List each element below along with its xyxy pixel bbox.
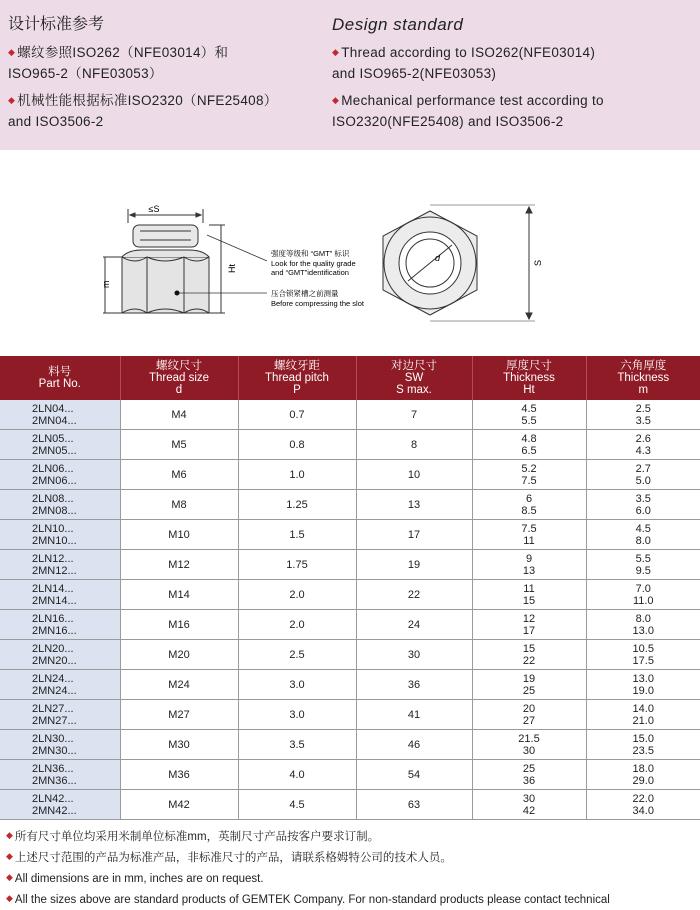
footnote-text: All dimensions are in mm, inches are on request.	[15, 873, 264, 885]
cell-thickness-ht	[472, 520, 586, 550]
cell-thickness-ht-value: 4.5	[473, 403, 586, 415]
table-row	[0, 700, 700, 730]
cell-thickness-m	[586, 610, 700, 640]
slot-note-cn: 压合锁紧槽之前测量	[271, 288, 339, 298]
footnote-text: 所有尺寸单位均采用米制单位标准mm，英制尺寸产品按客户要求订制。	[15, 831, 379, 843]
cell-thread-size-value: M36	[121, 769, 238, 781]
cell-sw-value: 24	[357, 619, 472, 631]
cell-thickness-m-value: 2.5	[587, 403, 700, 415]
cell-thickness-ht-value: 5.2	[473, 463, 586, 475]
banner-cn-item	[8, 42, 328, 84]
cell-thread-size-value: M20	[121, 649, 238, 661]
design-standard-banner	[0, 0, 700, 150]
cell-sw	[356, 430, 472, 460]
cell-sw	[356, 610, 472, 640]
cell-thread-pitch	[238, 550, 356, 580]
cell-thickness-ht-value: 13	[473, 565, 586, 577]
diamond-bullet-icon: ◆	[6, 872, 13, 882]
cell-thread-pitch	[238, 700, 356, 730]
cell-sw	[356, 640, 472, 670]
nut-side-view	[103, 209, 267, 313]
cell-part-no-value: 2LN05...	[32, 433, 120, 445]
cell-thickness-ht-value: 30	[473, 793, 586, 805]
cell-thread-pitch	[238, 520, 356, 550]
cell-sw-value: 30	[357, 649, 472, 661]
cell-sw-value: 7	[357, 409, 472, 421]
cell-thickness-m-value: 9.5	[587, 565, 700, 577]
table-row	[0, 580, 700, 610]
cell-sw-value: 10	[357, 469, 472, 481]
cell-thread-size	[120, 400, 238, 430]
cell-part-no-value: 2LN12...	[32, 553, 120, 565]
cell-thickness-ht-value: 19	[473, 673, 586, 685]
cell-sw	[356, 790, 472, 820]
cell-thread-pitch-value: 0.8	[239, 439, 356, 451]
cell-thickness-m-value: 5.5	[587, 553, 700, 565]
cell-thread-size-value: M6	[121, 469, 238, 481]
cell-thread-size-value: M16	[121, 619, 238, 631]
banner-cn-item-line: 机械性能根据标准ISO2320（NFE25408）	[17, 93, 277, 108]
banner-cn-item	[8, 90, 328, 132]
diamond-bullet-icon: ◆	[6, 830, 13, 840]
nut-technical-drawing	[95, 195, 575, 330]
cell-thread-pitch-value: 4.5	[239, 799, 356, 811]
footnote-text: All the sizes above are standard products of GEMTEK Company. For non-standard products please contact technical	[15, 894, 610, 906]
s-dimension-label: ≤S	[149, 204, 160, 214]
cell-thread-size-value: M8	[121, 499, 238, 511]
cell-thread-size	[120, 550, 238, 580]
cell-part-no-value: 2LN20...	[32, 643, 120, 655]
cell-thread-size	[120, 520, 238, 550]
cell-thickness-m-value: 3.5	[587, 493, 700, 505]
cell-part-no-value: 2LN24...	[32, 673, 120, 685]
cell-thread-pitch-value: 3.0	[239, 709, 356, 721]
cell-thickness-ht	[472, 580, 586, 610]
table-body	[0, 400, 700, 820]
cell-thickness-m-value: 8.0	[587, 613, 700, 625]
diamond-bullet-icon: ◆	[8, 95, 15, 105]
cell-thickness-ht-value: 5.5	[473, 415, 586, 427]
cell-thread-pitch	[238, 730, 356, 760]
cell-thickness-m-value: 3.5	[587, 415, 700, 427]
cell-thread-size-value: M14	[121, 589, 238, 601]
cell-thickness-m-value: 19.0	[587, 685, 700, 697]
cell-sw-value: 41	[357, 709, 472, 721]
cell-thickness-m-value: 17.5	[587, 655, 700, 667]
grade-note-cn: 强度等级和 “GMT” 标识	[271, 248, 350, 258]
cell-thickness-m	[586, 730, 700, 760]
cell-thread-pitch	[238, 400, 356, 430]
cell-part-no-value: 2LN36...	[32, 763, 120, 775]
cell-thickness-m-value: 4.3	[587, 445, 700, 457]
cell-thickness-ht-value: 6	[473, 493, 586, 505]
table-row	[0, 730, 700, 760]
cell-thickness-m-value: 6.0	[587, 505, 700, 517]
cell-thickness-ht-value: 7.5	[473, 523, 586, 535]
cell-thickness-ht-value: 8.5	[473, 505, 586, 517]
banner-en-item-line: Mechanical performance test according to	[341, 93, 604, 108]
cell-thread-size-value: M5	[121, 439, 238, 451]
cell-part-no-value: 2LN30...	[32, 733, 120, 745]
banner-en-item	[332, 90, 692, 132]
cell-part-no-value: 2MN10...	[32, 535, 120, 547]
cell-part-no-value: 2MN20...	[32, 655, 120, 667]
cell-thickness-ht-value: 4.8	[473, 433, 586, 445]
cell-thread-size	[120, 670, 238, 700]
cell-thickness-ht-value: 15	[473, 595, 586, 607]
banner-en-item-line: Thread according to ISO262(NFE03014)	[341, 45, 595, 60]
cell-thread-pitch	[238, 580, 356, 610]
cell-thread-pitch	[238, 430, 356, 460]
cell-thread-size-value: M27	[121, 709, 238, 721]
cell-part-no	[0, 610, 120, 640]
cell-sw-value: 22	[357, 589, 472, 601]
cell-part-no	[0, 700, 120, 730]
cell-thickness-ht-value: 20	[473, 703, 586, 715]
cell-part-no-value: 2LN06...	[32, 463, 120, 475]
diamond-bullet-icon: ◆	[332, 95, 339, 105]
cell-sw	[356, 670, 472, 700]
cell-thickness-ht-value: 25	[473, 685, 586, 697]
cell-sw	[356, 550, 472, 580]
banner-en-title: Design standard	[332, 14, 692, 36]
header-sw: 对边尺寸 SW S max.	[356, 356, 472, 400]
cell-thickness-m	[586, 520, 700, 550]
cell-sw-value: 63	[357, 799, 472, 811]
cell-thickness-ht-value: 36	[473, 775, 586, 787]
cell-thread-pitch	[238, 760, 356, 790]
cell-thickness-m-value: 5.0	[587, 475, 700, 487]
cell-thickness-m	[586, 790, 700, 820]
cell-thickness-m-value: 10.5	[587, 643, 700, 655]
cell-sw	[356, 490, 472, 520]
cell-thread-pitch-value: 3.5	[239, 739, 356, 751]
cell-part-no	[0, 640, 120, 670]
banner-english-column	[332, 14, 692, 138]
cell-part-no-value: 2LN27...	[32, 703, 120, 715]
cell-part-no	[0, 730, 120, 760]
cell-thread-size-value: M10	[121, 529, 238, 541]
diamond-bullet-icon: ◆	[6, 851, 13, 861]
cell-sw	[356, 460, 472, 490]
cell-thickness-ht-value: 21.5	[473, 733, 586, 745]
cell-sw-value: 46	[357, 739, 472, 751]
diamond-bullet-icon: ◆	[332, 47, 339, 57]
table-header-row	[0, 356, 700, 400]
cell-part-no	[0, 580, 120, 610]
banner-cn-item-line: 螺纹参照ISO262（NFE03014）和	[17, 45, 228, 60]
diamond-bullet-icon: ◆	[8, 47, 15, 57]
cell-thickness-ht	[472, 670, 586, 700]
cell-part-no	[0, 430, 120, 460]
banner-en-item	[332, 42, 692, 84]
cell-thickness-m-value: 18.0	[587, 763, 700, 775]
cell-thread-pitch-value: 1.75	[239, 559, 356, 571]
cell-thickness-m-value: 4.5	[587, 523, 700, 535]
grade-note-en-1: Look for the quality grade	[271, 259, 356, 268]
cell-thread-size	[120, 700, 238, 730]
cell-part-no-value: 2MN06...	[32, 475, 120, 487]
cell-thickness-ht	[472, 730, 586, 760]
cell-part-no-value: 2LN04...	[32, 403, 120, 415]
cell-thickness-m-value: 22.0	[587, 793, 700, 805]
banner-cn-title: 设计标准参考	[8, 14, 328, 36]
cell-thickness-ht-value: 7.5	[473, 475, 586, 487]
nut-spec-table	[0, 356, 700, 820]
cell-thickness-ht-value: 11	[473, 535, 586, 547]
cell-thickness-ht-value: 12	[473, 613, 586, 625]
cell-thickness-ht-value: 17	[473, 625, 586, 637]
cell-thread-pitch-value: 2.0	[239, 589, 356, 601]
footnote	[6, 868, 696, 889]
table-row	[0, 760, 700, 790]
m-dimension-label: m	[101, 281, 111, 289]
table-row	[0, 400, 700, 430]
cell-thickness-ht	[472, 490, 586, 520]
table-row	[0, 520, 700, 550]
cell-part-no	[0, 550, 120, 580]
cell-part-no	[0, 670, 120, 700]
cell-thread-pitch-value: 1.25	[239, 499, 356, 511]
cell-thickness-ht-value: 15	[473, 643, 586, 655]
cell-part-no-value: 2MN27...	[32, 715, 120, 727]
cell-thickness-m-value: 14.0	[587, 703, 700, 715]
cell-thickness-m-value: 15.0	[587, 733, 700, 745]
cell-thickness-m	[586, 670, 700, 700]
footnotes	[6, 826, 696, 910]
cell-thickness-ht	[472, 700, 586, 730]
banner-cn-item-line: and ISO3506-2	[8, 114, 103, 129]
cell-part-no	[0, 790, 120, 820]
cell-thread-pitch	[238, 640, 356, 670]
cell-thread-pitch-value: 0.7	[239, 409, 356, 421]
cell-thread-pitch	[238, 790, 356, 820]
cell-thickness-ht-value: 27	[473, 715, 586, 727]
banner-en-item-line: and ISO965-2(NFE03053)	[332, 66, 496, 81]
cell-part-no-value: 2MN05...	[32, 445, 120, 457]
cell-part-no-value: 2LN10...	[32, 523, 120, 535]
d-diameter-label: d	[435, 253, 441, 263]
table-row	[0, 430, 700, 460]
cell-thickness-ht	[472, 640, 586, 670]
cell-thread-size-value: M4	[121, 409, 238, 421]
cell-part-no-value: 2LN16...	[32, 613, 120, 625]
table-row	[0, 490, 700, 520]
cell-sw-value: 8	[357, 439, 472, 451]
slot-note-en: Before compressing the slot	[271, 299, 365, 308]
cell-thread-size	[120, 490, 238, 520]
cell-thread-size	[120, 610, 238, 640]
cell-thickness-m-value: 21.0	[587, 715, 700, 727]
cell-thread-pitch	[238, 490, 356, 520]
cell-part-no-value: 2MN36...	[32, 775, 120, 787]
footnote	[6, 826, 696, 847]
cell-sw	[356, 760, 472, 790]
cell-thickness-m-value: 34.0	[587, 805, 700, 817]
banner-en-item-line: ISO2320(NFE25408) and ISO3506-2	[332, 114, 563, 129]
header-thread-size: 螺纹尺寸 Thread size d	[120, 356, 238, 400]
cell-thickness-ht	[472, 460, 586, 490]
cell-thickness-ht	[472, 790, 586, 820]
cell-thread-pitch	[238, 610, 356, 640]
cell-thread-pitch-value: 3.0	[239, 679, 356, 691]
footnote-text: 上述尺寸范围的产品为标准产品，非标准尺寸的产品，请联系格姆特公司的技术人员。	[15, 852, 452, 864]
table-row	[0, 640, 700, 670]
cell-thread-pitch-value: 2.0	[239, 619, 356, 631]
cell-thickness-ht-value: 11	[473, 583, 586, 595]
cell-thickness-m-value: 13.0	[587, 625, 700, 637]
cell-thickness-ht	[472, 400, 586, 430]
cell-part-no	[0, 460, 120, 490]
cell-thread-size-value: M24	[121, 679, 238, 691]
cell-thread-size	[120, 760, 238, 790]
cell-thread-size-value: M30	[121, 739, 238, 751]
cell-sw	[356, 580, 472, 610]
cell-thickness-m-value: 23.5	[587, 745, 700, 757]
cell-thickness-ht-value: 22	[473, 655, 586, 667]
cell-thickness-m-value: 2.6	[587, 433, 700, 445]
cell-thread-size	[120, 640, 238, 670]
header-thickness-ht: 厚度尺寸 Thickness Ht	[472, 356, 586, 400]
cell-part-no	[0, 520, 120, 550]
cell-thickness-ht	[472, 610, 586, 640]
cell-part-no-value: 2MN16...	[32, 625, 120, 637]
cell-thickness-m	[586, 460, 700, 490]
cell-sw-value: 36	[357, 679, 472, 691]
cell-thread-size-value: M12	[121, 559, 238, 571]
cell-part-no	[0, 490, 120, 520]
s-side-label: S	[533, 260, 543, 266]
cell-thickness-m-value: 11.0	[587, 595, 700, 607]
cell-thread-size-value: M42	[121, 799, 238, 811]
cell-part-no-value: 2LN08...	[32, 493, 120, 505]
cell-sw	[356, 520, 472, 550]
cell-thickness-m	[586, 580, 700, 610]
header-thread-pitch: 螺纹牙距 Thread pitch P	[238, 356, 356, 400]
cell-thread-pitch	[238, 670, 356, 700]
cell-thread-size	[120, 790, 238, 820]
banner-chinese-column	[8, 14, 328, 138]
cell-thickness-m	[586, 550, 700, 580]
cell-thickness-m-value: 7.0	[587, 583, 700, 595]
cell-part-no-value: 2MN24...	[32, 685, 120, 697]
table-row	[0, 460, 700, 490]
cell-sw-value: 17	[357, 529, 472, 541]
banner-cn-item-line: ISO965-2（NFE03053）	[8, 66, 163, 81]
header-part-no: 料号 Part No.	[0, 356, 120, 400]
table-row	[0, 610, 700, 640]
cell-thickness-m-value: 2.7	[587, 463, 700, 475]
grade-note-en-2: and “GMT”identification	[271, 268, 349, 277]
callout-dot-icon	[175, 291, 180, 296]
cell-thickness-ht	[472, 430, 586, 460]
cell-thickness-ht-value: 9	[473, 553, 586, 565]
nut-top-view	[383, 205, 535, 321]
cell-thread-pitch-value: 1.5	[239, 529, 356, 541]
cell-sw	[356, 700, 472, 730]
cell-thickness-ht-value: 25	[473, 763, 586, 775]
table-row	[0, 550, 700, 580]
cell-part-no-value: 2MN08...	[32, 505, 120, 517]
cell-thickness-ht-value: 6.5	[473, 445, 586, 457]
cell-thickness-m	[586, 430, 700, 460]
cell-thickness-m-value: 13.0	[587, 673, 700, 685]
cell-part-no-value: 2MN04...	[32, 415, 120, 427]
cell-thread-pitch-value: 1.0	[239, 469, 356, 481]
cell-thickness-ht-value: 30	[473, 745, 586, 757]
cell-thread-size	[120, 730, 238, 760]
footnote	[6, 847, 696, 868]
cell-thread-pitch-value: 2.5	[239, 649, 356, 661]
cell-part-no-value: 2MN14...	[32, 595, 120, 607]
cell-thickness-m	[586, 640, 700, 670]
cell-thread-size	[120, 430, 238, 460]
cell-thread-size	[120, 580, 238, 610]
cell-part-no-value: 2LN14...	[32, 583, 120, 595]
cell-thickness-m-value: 8.0	[587, 535, 700, 547]
cell-thread-pitch	[238, 460, 356, 490]
cell-sw-value: 19	[357, 559, 472, 571]
cell-sw-value: 54	[357, 769, 472, 781]
cell-thickness-m	[586, 400, 700, 430]
cell-thickness-m	[586, 700, 700, 730]
cell-thread-size	[120, 460, 238, 490]
table-row	[0, 790, 700, 820]
cell-part-no-value: 2MN42...	[32, 805, 120, 817]
cell-part-no	[0, 760, 120, 790]
header-thickness-m: 六角厚度 Thickness m	[586, 356, 700, 400]
cell-thickness-ht	[472, 760, 586, 790]
cell-thread-pitch-value: 4.0	[239, 769, 356, 781]
cell-part-no-value: 2LN42...	[32, 793, 120, 805]
diamond-bullet-icon: ◆	[6, 893, 13, 903]
cell-thickness-m	[586, 760, 700, 790]
ht-dimension-label: Ht	[227, 264, 237, 273]
cell-thickness-m	[586, 490, 700, 520]
cell-sw	[356, 730, 472, 760]
cell-sw	[356, 400, 472, 430]
table-row	[0, 670, 700, 700]
cell-thickness-ht-value: 42	[473, 805, 586, 817]
cell-part-no-value: 2MN30...	[32, 745, 120, 757]
cell-thickness-m-value: 29.0	[587, 775, 700, 787]
cell-part-no-value: 2MN12...	[32, 565, 120, 577]
cell-part-no	[0, 400, 120, 430]
footnote	[6, 889, 696, 910]
cell-thickness-ht	[472, 550, 586, 580]
cell-sw-value: 13	[357, 499, 472, 511]
